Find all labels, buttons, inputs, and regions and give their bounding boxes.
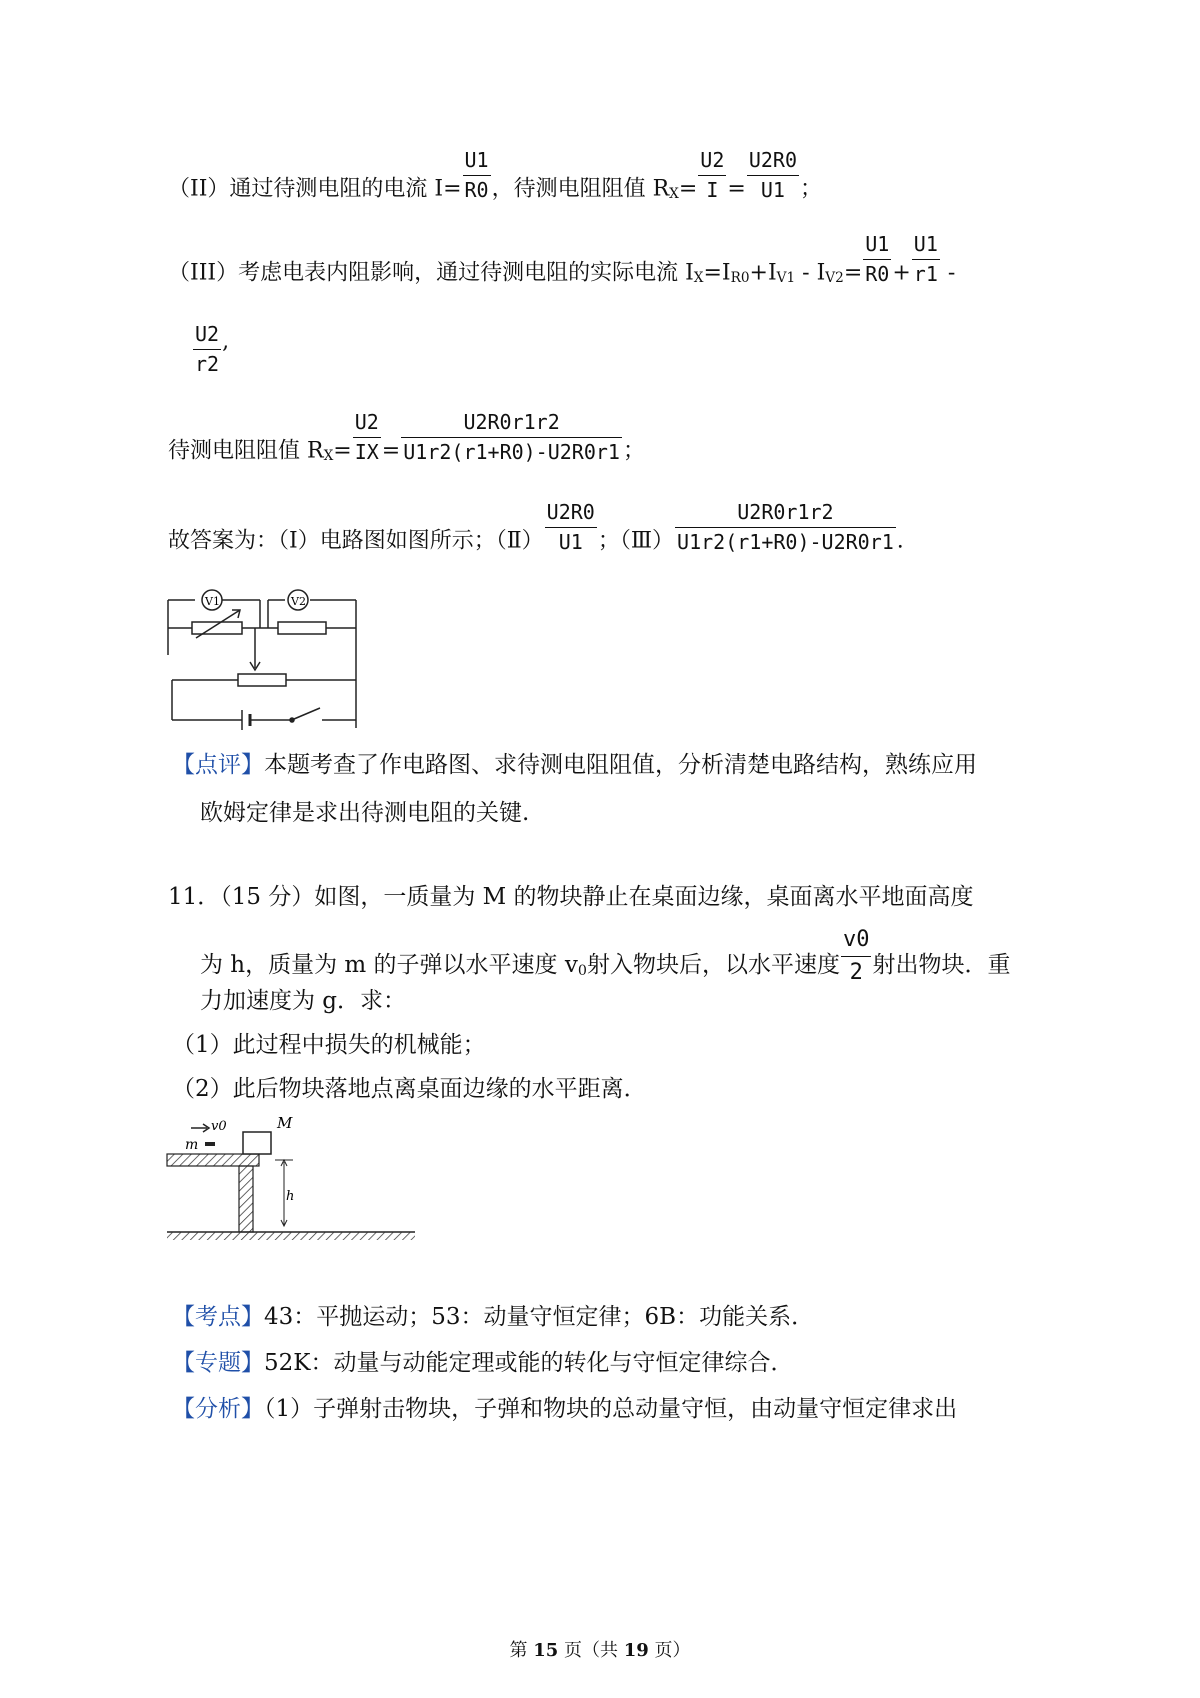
m-label: m	[185, 1137, 199, 1153]
q11-line-3: 力加速度为 g．求：	[200, 988, 407, 1014]
kaodian-line: 【考点】43：平抛运动；53：动量守恒定律；6B：功能关系．	[172, 1304, 815, 1330]
fraction-u2-i: $\frac{U2}{I}$	[700, 148, 725, 202]
answer-text: 故答案为：（Ⅰ）电路图如图所示；（Ⅱ） $\frac{U2R0}{U1}$ ；（Ⅲ） $\frac{U2R0r1r2}{U1r2(r1+R0)-U2R0r1}$ .	[168, 500, 904, 554]
comment-tag: 【点评】	[172, 752, 264, 778]
page-number: 15	[533, 1640, 559, 1661]
fraction-u1-r0: $\frac{U1}{R0}$	[464, 148, 489, 202]
fraction-answer-3: $\frac{U2R0r1r2}{U1r2(r1+R0)-U2R0r1}$	[677, 500, 894, 554]
v2-label: V2	[291, 595, 306, 608]
fraction-v0-2: $\frac{v0}{2}$	[842, 927, 870, 985]
fraction-answer-2: $\frac{U2R0}{U1}$	[546, 500, 595, 554]
fraction-rx-final: $\frac{U2R0r1r2}{U1r2(r1+R0)-U2R0r1}$	[403, 410, 620, 464]
part3-text: （III）考虑电表内阻影响，通过待测电阻的实际电流 $I_X=I_{R0}+I_{V1} - I_{V2}=$ $\frac{U1}{R0}$ + $\frac{U1}{r1}$ -	[168, 232, 956, 287]
rx-text: 待测电阻阻值 $R_X=$ $\frac{U2}{IX}$ = $\frac{U2R0r1r2}{U1r2(r1+R0)-U2R0r1}$ ；	[168, 410, 645, 465]
page-footer: 第 15 页（共 19 页）	[509, 1640, 691, 1661]
fraction-u2-ix: $\frac{U2}{IX}$	[354, 410, 379, 464]
fraction-u1-r0: $\frac{U1}{R0}$	[865, 232, 890, 286]
q11-sub-1: （1）此过程中损失的机械能；	[172, 1032, 486, 1058]
kaodian-tag: 【考点】	[172, 1304, 264, 1330]
v1-label: V1	[205, 595, 220, 608]
part2-text: （II）通过待测电阻的电流 I= $\frac{U1}{R0}$ ，待测电阻阻值 $R_X=$ $\frac{U2}{I}$ = $\frac{U2R0}{U1}$ ；	[168, 148, 823, 203]
page-total: 19	[623, 1640, 649, 1661]
h-label: h	[286, 1189, 295, 1204]
fenxi-tag: 【分析】	[172, 1396, 264, 1422]
q11-sub-2: （2）此后物块落地点离桌面边缘的水平距离．	[172, 1076, 647, 1102]
circuit-diagram	[160, 580, 370, 730]
v0-label: v0	[211, 1119, 227, 1134]
q11-line-2: 为 h，质量为 m 的子弹以水平速度 $v_0$射入物块后，以水平速度 $\frac{v0}{2}$ 射出物块．重	[200, 927, 1011, 985]
fraction-u2-r2: $\frac{U2}{r2}$	[195, 322, 220, 376]
q11-line-1: 11．（15 分）如图，一质量为 M 的物块静止在桌面边缘，桌面离水平地面高度	[168, 884, 974, 910]
fraction-u2-r2-line: $\frac{U2}{r2}$ ,	[195, 322, 230, 376]
M-label: M	[277, 1114, 293, 1132]
table-bullet-figure	[165, 1112, 420, 1247]
zhuanti-line: 【专题】52K：动量与动能定理或能的转化与守恒定律综合．	[172, 1350, 794, 1376]
comment-line-2: 欧姆定律是求出待测电阻的关键.	[200, 800, 530, 826]
zhuanti-tag: 【专题】	[172, 1350, 264, 1376]
fraction-u2r0-u1: $\frac{U2R0}{U1}$	[748, 148, 797, 202]
fenxi-line: 【分析】（1）子弹射击物块，子弹和物块的总动量守恒，由动量守恒定律求出	[172, 1396, 958, 1422]
fraction-u1-r1: $\frac{U1}{r1}$	[913, 232, 938, 286]
comment-line-1: 【点评】本题考查了作电路图、求待测电阻阻值，分析清楚电路结构，熟练应用	[172, 752, 977, 778]
